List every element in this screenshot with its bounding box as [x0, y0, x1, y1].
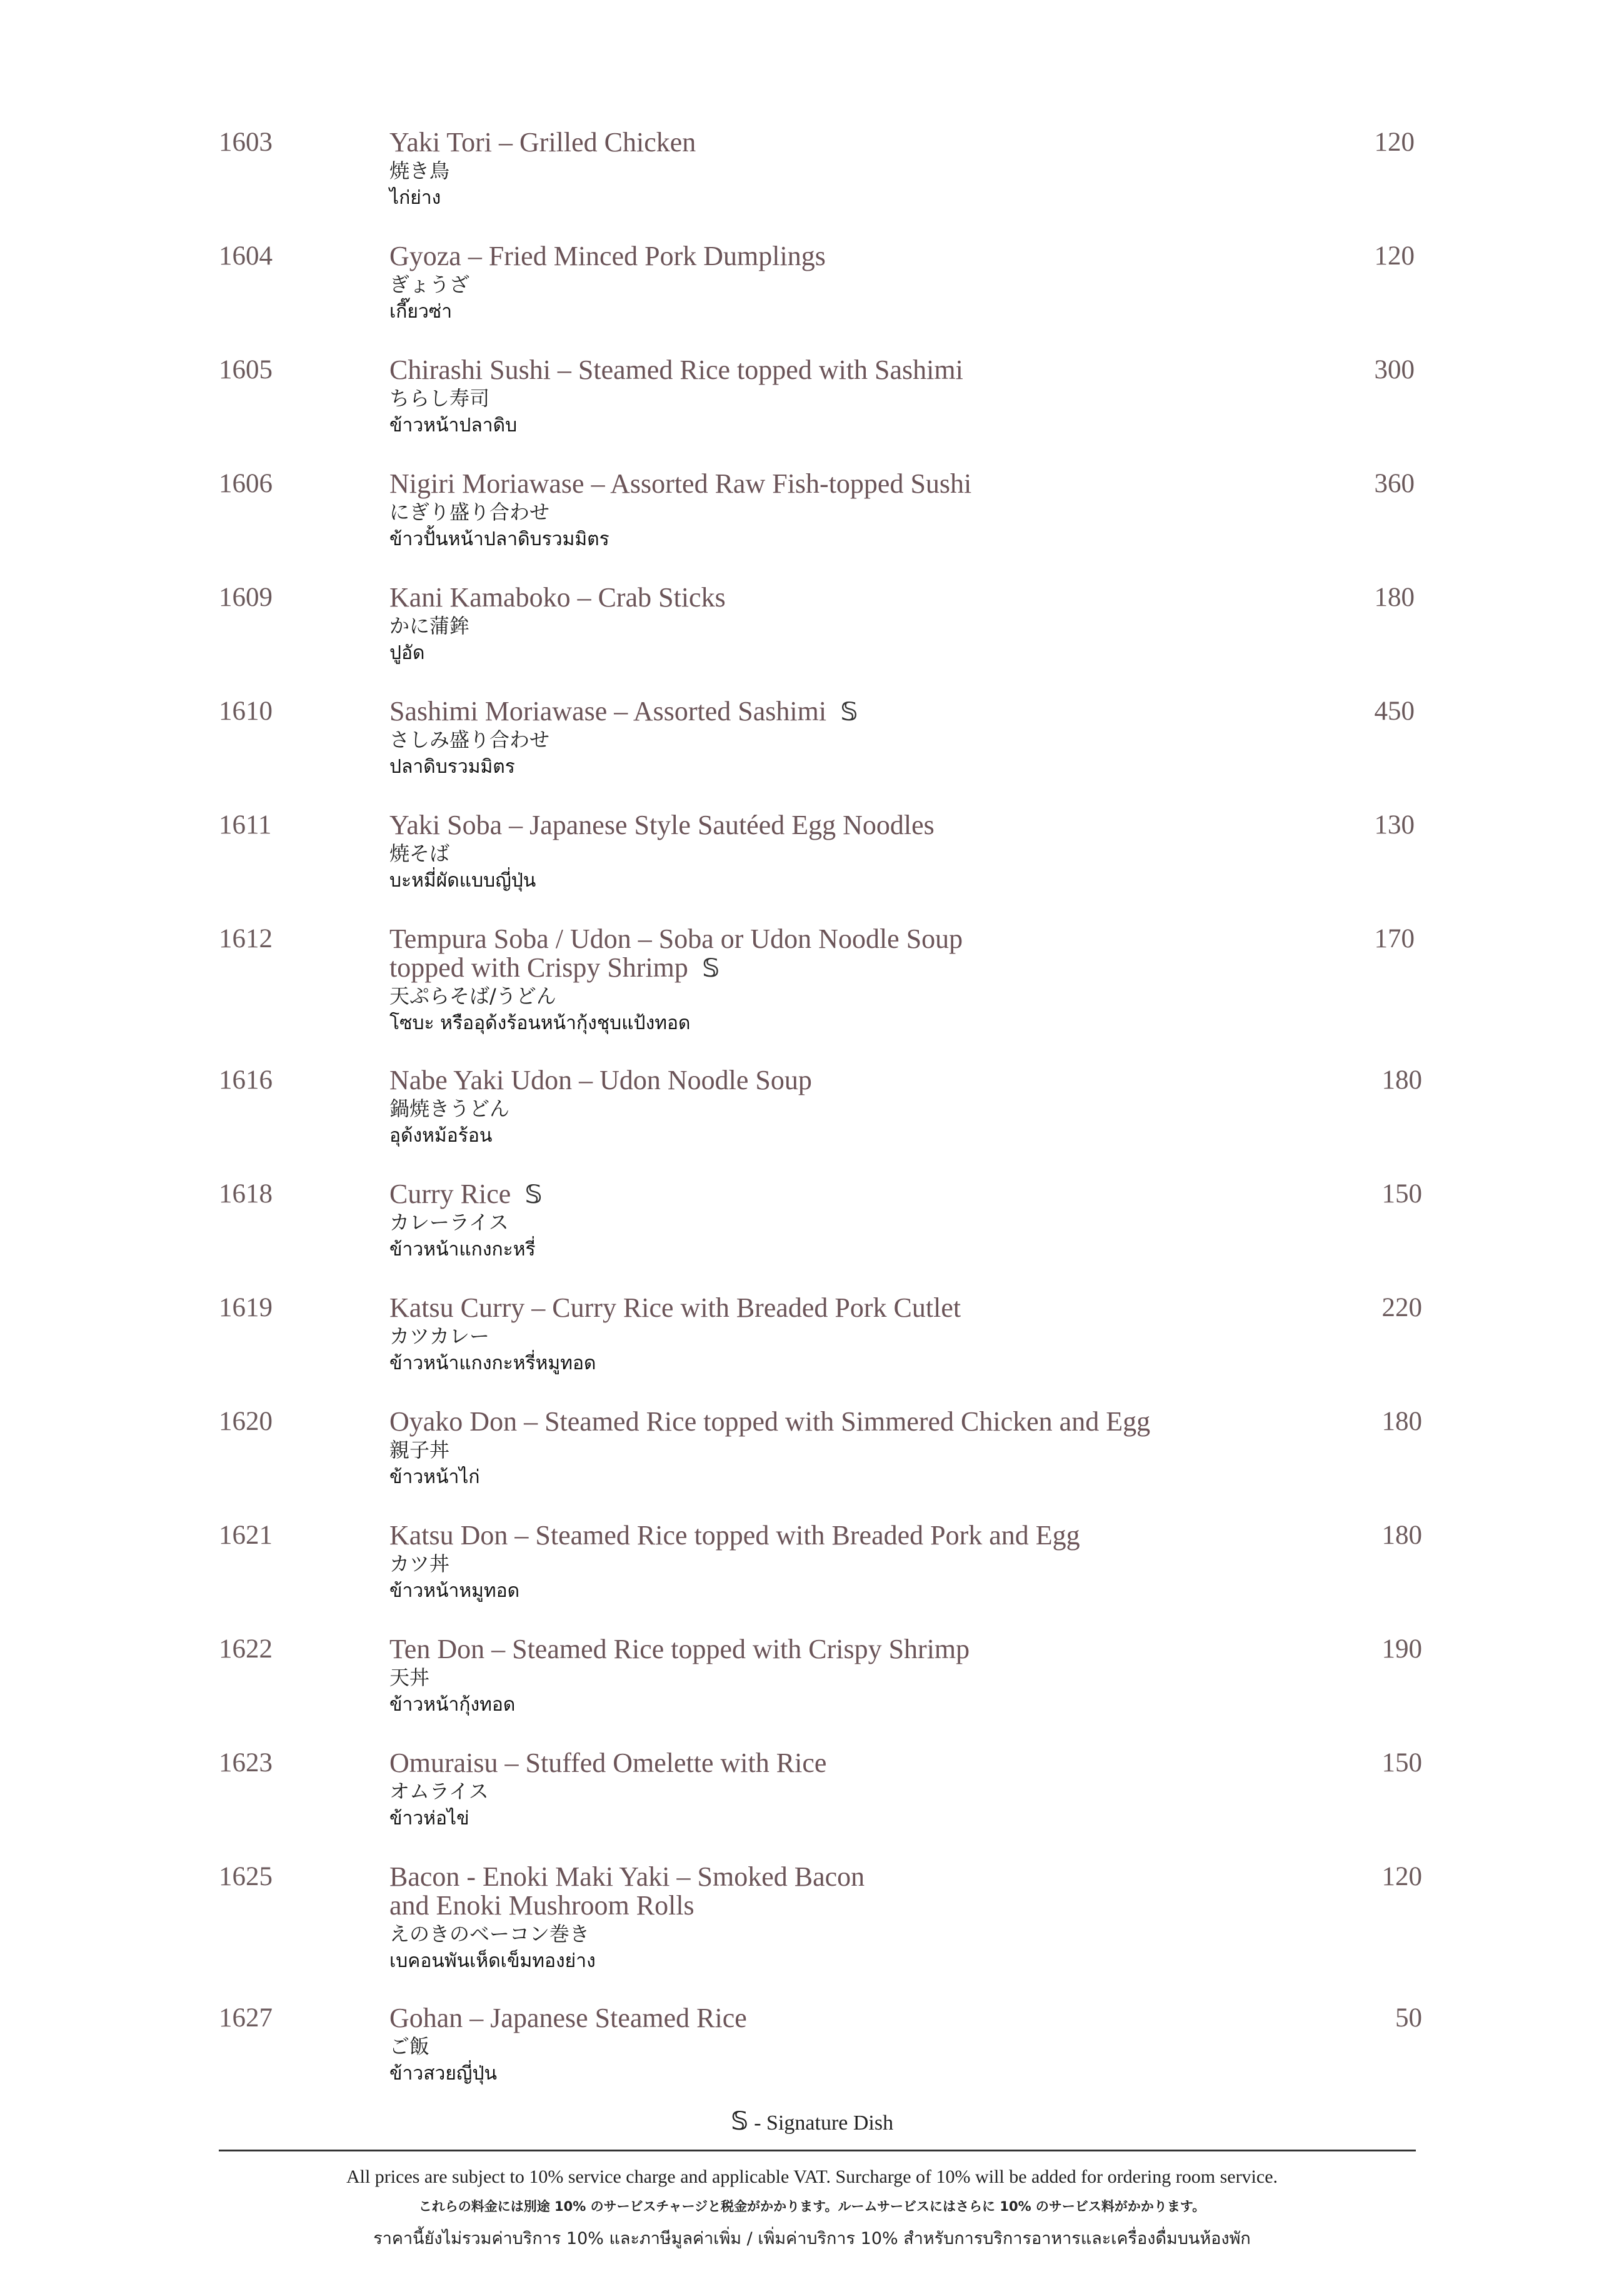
item-name-line [389, 1891, 1327, 1920]
item-name [389, 811, 1327, 840]
item-name-thai: เกี๊ยวซ่า [389, 301, 453, 323]
item-code: 1611 [219, 810, 272, 840]
signature-icon: 𝕊 [840, 698, 858, 727]
item-price: 450 [1374, 697, 1415, 726]
item-price: 150 [1381, 1179, 1422, 1209]
item-name-japanese: えのきのベーコン巻き [389, 1922, 590, 1946]
item-name [389, 1407, 1327, 1436]
item-price: 120 [1374, 128, 1415, 157]
item-code: 1616 [219, 1065, 273, 1095]
item-price: 180 [1381, 1065, 1422, 1095]
item-name-thai: ปูอัด [389, 642, 425, 664]
item-code: 1618 [219, 1179, 273, 1209]
item-name-japanese: にぎり盛り合わせ [389, 500, 550, 524]
item-name-line [389, 1749, 1327, 1778]
item-name-line [389, 1066, 1327, 1095]
item-code: 1625 [219, 1862, 273, 1891]
item-name-thai: ข้าวหน้ากุ้งทอด [389, 1694, 516, 1716]
item-name-japanese: ちらし寿司 [389, 386, 490, 410]
item-name-text: Nigiri Moriawase – Assorted Raw Fish-topped Sushi [389, 468, 972, 499]
item-name-japanese: 天ぷらそば/うどん [389, 984, 556, 1008]
item-name-thai: ข้าวหน้าแกงกะหรี่หมูทอด [389, 1352, 596, 1374]
item-price: 120 [1374, 241, 1415, 271]
item-name [389, 1863, 1327, 1920]
item-name-thai: ปลาดิบรวมมิตร [389, 756, 515, 778]
item-name-line [389, 583, 1327, 612]
item-name-line [389, 2004, 1327, 2033]
item-code: 1621 [219, 1521, 273, 1550]
item-name-line [389, 470, 1327, 498]
item-name-line [389, 128, 1327, 157]
item-name-line [389, 1180, 1327, 1209]
item-name-thai: ข้าวหน้าแกงกะหรี่ [389, 1239, 536, 1260]
item-name-line [389, 1294, 1327, 1322]
item-code: 1619 [219, 1293, 273, 1322]
item-name-japanese: さしみ盛り合わせ [389, 728, 550, 752]
item-name-text: Oyako Don – Steamed Rice topped with Simmered Chicken and Egg [389, 1406, 1151, 1437]
item-name-line [389, 811, 1327, 840]
item-name-thai: ข้าวหน้าปลาดิบ [389, 415, 518, 436]
item-name [389, 1294, 1327, 1322]
item-name-text: Gohan – Japanese Steamed Rice [389, 2003, 747, 2033]
item-name [389, 2004, 1327, 2033]
item-name-line [389, 242, 1327, 271]
item-price: 120 [1381, 1862, 1422, 1891]
footer-japanese: これらの料金には別途 10% のサービスチャージと税金がかかります。ルームサービスにはさらに 10% のサービス料がかかります。 [418, 2199, 1206, 2214]
menu-item [0, 1066, 1624, 1180]
item-name-text: Omuraisu – Stuffed Omelette with Rice [389, 1748, 827, 1778]
item-name-text: Katsu Don – Steamed Rice topped with Breaded Pork and Egg [389, 1520, 1080, 1551]
item-name-japanese: カレーライス [389, 1210, 509, 1234]
item-name [389, 1749, 1327, 1778]
item-code: 1612 [219, 924, 273, 953]
item-name-text: Yaki Tori – Grilled Chicken [389, 127, 696, 158]
item-price: 180 [1374, 583, 1415, 612]
item-name-japanese: 天丼 [389, 1666, 430, 1689]
item-code: 1610 [219, 697, 273, 726]
item-name [389, 1521, 1327, 1550]
item-name-text: Kani Kamaboko – Crab Sticks [389, 582, 726, 613]
item-name-text: topped with Crispy Shrimp [389, 952, 688, 983]
item-name-text: Sashimi Moriawase – Assorted Sashimi [389, 696, 827, 727]
item-name-japanese: カツ丼 [389, 1552, 450, 1576]
item-name-line [389, 1635, 1327, 1664]
item-price: 150 [1381, 1748, 1422, 1778]
item-name-japanese: カツカレー [389, 1324, 490, 1348]
menu-item [0, 242, 1624, 356]
item-name-thai: อุด้งหม้อร้อน [389, 1125, 493, 1147]
item-price: 50 [1395, 2003, 1422, 2033]
item-price: 130 [1374, 810, 1415, 840]
footer-thai: ราคานี้ยังไม่รวมค่าบริการ 10% และภาษีมูลค่าเพิ่ม / เพิ่มค่าบริการ 10% สำหรับการบริการอาหารและเครื่องดื่มบนห้องพัก [373, 2229, 1251, 2248]
item-price: 180 [1381, 1407, 1422, 1436]
menu-item [0, 356, 1624, 470]
item-code: 1620 [219, 1407, 273, 1436]
item-name-text: Katsu Curry – Curry Rice with Breaded Pork Cutlet [389, 1292, 961, 1323]
legend-separator: - [748, 2111, 767, 2135]
item-name-thai: เบคอนพันเห็ดเข็มทองย่าง [389, 1950, 596, 1972]
item-price: 300 [1374, 355, 1415, 385]
signature-icon: 𝕊 [524, 1180, 543, 1209]
item-name-thai: บะหมี่ผัดแบบญี่ปุ่น [389, 870, 536, 892]
item-price: 170 [1374, 924, 1415, 953]
item-name [389, 1066, 1327, 1095]
item-price: 190 [1381, 1634, 1422, 1664]
menu-item [0, 1180, 1624, 1294]
item-code: 1604 [219, 241, 273, 271]
item-name-line [389, 1407, 1327, 1436]
item-name-thai: ข้าวหน้าหมูทอด [389, 1580, 520, 1602]
menu-item [0, 583, 1624, 697]
menu-item [0, 128, 1624, 242]
item-price: 220 [1381, 1293, 1422, 1322]
item-code: 1603 [219, 128, 273, 157]
menu-item [0, 925, 1624, 1066]
item-name-japanese: オムライス [389, 1779, 489, 1803]
item-name [389, 1635, 1327, 1664]
item-code: 1627 [219, 2003, 273, 2033]
item-name-line [389, 1521, 1327, 1550]
menu-item [0, 811, 1624, 925]
menu-item [0, 697, 1624, 811]
item-name-line [389, 925, 1327, 953]
item-name-text: Chirashi Sushi – Steamed Rice topped with Sashimi [389, 355, 963, 385]
item-name [389, 356, 1327, 385]
item-name-text: Ten Don – Steamed Rice topped with Crispy Shrimp [389, 1634, 970, 1664]
signature-icon: 𝕊 [730, 2107, 749, 2136]
item-code: 1605 [219, 355, 273, 385]
item-name [389, 242, 1327, 271]
item-name-text: Bacon - Enoki Maki Yaki – Smoked Bacon [389, 1861, 865, 1892]
item-name [389, 697, 1327, 727]
item-name-text: and Enoki Mushroom Rolls [389, 1890, 694, 1921]
item-name-line [389, 953, 1327, 983]
item-name [389, 925, 1327, 983]
item-name [389, 470, 1327, 498]
menu-item [0, 1749, 1624, 1863]
item-name-thai: ข้าวห่อไข่ [389, 1808, 469, 1829]
item-name-japanese: ぎょうざ [389, 273, 470, 296]
item-name-thai: ข้าวหน้าไก่ [389, 1466, 480, 1488]
item-name-thai: ข้าวปั้นหน้าปลาดิบรวมมิตร [389, 528, 609, 550]
item-name-japanese: 親子丼 [389, 1438, 450, 1462]
item-name-text: Gyoza – Fried Minced Pork Dumplings [389, 241, 826, 271]
item-name-japanese: ご飯 [389, 2035, 430, 2058]
item-code: 1606 [219, 469, 273, 498]
item-price: 360 [1374, 469, 1415, 498]
item-name-japanese: 焼そば [389, 842, 450, 865]
menu-item [0, 1863, 1624, 2004]
item-name-text: Tempura Soba / Udon – Soba or Udon Noodle Soup [389, 923, 963, 954]
footer-divider [219, 2150, 1416, 2151]
item-name-japanese: かに蒲鉾 [389, 614, 470, 638]
item-name [389, 1180, 1327, 1209]
signature-icon: 𝕊 [701, 954, 720, 983]
menu-list [0, 128, 1624, 2118]
item-price: 180 [1381, 1521, 1422, 1550]
item-name [389, 128, 1327, 157]
menu-item [0, 470, 1624, 583]
item-name-japanese: 鍋焼きうどん [389, 1097, 510, 1120]
signature-legend [0, 2107, 1624, 2136]
item-name-thai: ข้าวสวยญี่ปุ่น [389, 2063, 498, 2085]
item-name-thai: ไก่ย่าง [389, 187, 441, 209]
item-name [389, 583, 1327, 612]
menu-item [0, 2004, 1624, 2118]
footer-english: All prices are subject to 10% service charge and applicable VAT. Surcharge of 10% will be added for ordering room service. [346, 2166, 1278, 2187]
item-code: 1609 [219, 583, 273, 612]
item-name-line [389, 356, 1327, 385]
menu-item [0, 1521, 1624, 1635]
menu-item [0, 1635, 1624, 1749]
legend-label: Signature Dish [766, 2111, 894, 2135]
item-name-line [389, 697, 1327, 727]
item-name-japanese: 焼き鳥 [389, 159, 450, 183]
menu-item [0, 1294, 1624, 1407]
item-code: 1623 [219, 1748, 273, 1778]
item-name-thai: โซบะ หรืออุด้งร้อนหน้ากุ้งชุบแป้งทอด [389, 1012, 691, 1034]
menu-item [0, 1407, 1624, 1521]
item-name-text: Yaki Soba – Japanese Style Sautéed Egg Noodles [389, 810, 935, 840]
item-name-text: Nabe Yaki Udon – Udon Noodle Soup [389, 1065, 812, 1095]
item-name-text: Curry Rice [389, 1179, 511, 1209]
item-name-line [389, 1863, 1327, 1891]
item-code: 1622 [219, 1634, 273, 1664]
